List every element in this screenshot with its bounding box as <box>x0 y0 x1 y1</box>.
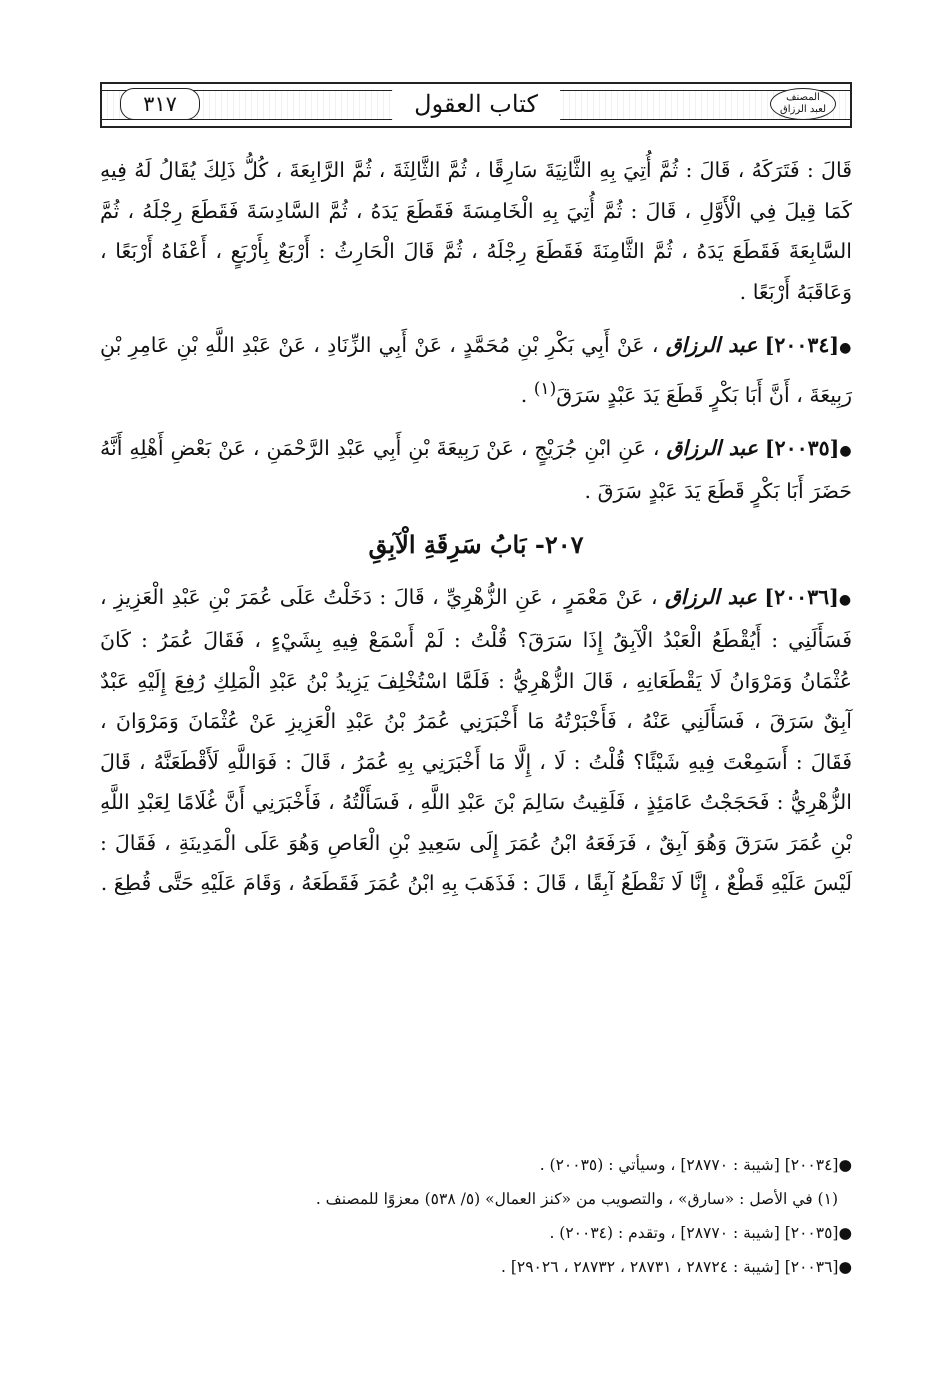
hadith-text: ، عَنْ مَعْمَرٍ ، عَنِ الزُّهْرِيِّ ، قَالَ : دَخَلْتُ عَلَى عُمَرَ بْنِ عَبْدِ الْعَزِيزِ ، فَسَأَلَنِي : أَيُقْطَعُ الْعَبْدُ الْآبِقُ إِذَا سَرَقَ؟ قُلْتُ : لَمْ أَسْمَعْ فِيهِ بِشَيْءٍ ، فَقَالَ عُمَرُ : كَانَ عُثْمَانُ وَمَرْوَانُ لَا يَقْطَعَانِهِ ، قَالَ الزُّهْرِيُّ : فَلَمَّا اسْتُخْلِفَ يَزِيدُ بْنُ عَبْدِ الْمَلِكِ رُفِعَ إِلَيْهِ عَبْدٌ آبِقٌ سَرَقَ ، فَسَأَلَنِي عَنْهُ ، فَأَخْبَرْتُهُ مَا أَخْبَرَنِي عُمَرُ بْنُ عَبْدِ الْعَزِيزِ عَنْ عُثْمَانَ وَمَرْوَانَ ، فَقَالَ : أَسَمِعْتَ فِيهِ شَيْئًا؟ قُلْتُ : لَا ، إِلَّا مَا أَخْبَرَنِي بِهِ عُمَرُ ، قَالَ : فَوَاللَّهِ لَأَقْطَعَنَّهُ ، قَالَ الزُّهْرِيُّ : فَحَجَجْتُ عَامَئِذٍ ، فَلَقِيتُ سَالِمَ بْنَ عَبْدِ اللَّهِ ، فَسَأَلْتُهُ ، فَأَخْبَرَنِي أَنَّ غُلَامًا لِعَبْدِ اللَّهِ بْنِ عُمَرَ سَرَقَ وَهُوَ آبِقٌ ، فَرَفَعَهُ ابْنُ عُمَرَ إِلَى سَعِيدِ بْنِ الْعَاصِ وَهُوَ عَلَى الْمَدِينَةِ ، فَقَالَ : لَيْسَ عَلَيْهِ قَطْعٌ ، إِنَّا لَا نَقْطَعُ آبِقًا ، قَالَ : فَذَهَبَ بِهِ ابْنُ عُمَرَ فَقَطَعَهُ ، وَقَامَ عَلَيْهِ حَتَّى قُطِعَ . <box>100 584 852 896</box>
narrator: عبد الرزاق <box>665 333 758 357</box>
page-header <box>100 82 852 128</box>
narrator: عبد الرزاق <box>666 435 758 460</box>
footnote-marker[interactable]: (١) <box>533 378 557 399</box>
page-number: ٣١٧ <box>120 88 200 120</box>
hadith-number: [٢٠٠٣٤] <box>764 333 840 357</box>
logo-line-2: لعبد الرزاق <box>779 104 827 115</box>
page-body <box>100 150 852 917</box>
hadith-text: ، عَنْ أَبِي بَكْرِ بْنِ مُحَمَّدٍ ، عَنْ أَبِي الزِّنَادِ ، عَنْ عَبْدِ اللَّهِ بْنِ عَامِرِ بْنِ رَبِيعَةَ ، أَنَّ أَبَا بَكْرٍ قَطَعَ يَدَ عَبْدٍ سَرَقَ <box>100 333 852 407</box>
logo-line-1: المصنف <box>786 92 820 103</box>
intro-paragraph: قَالَ : فَتَرَكَهُ ، قَالَ : ثُمَّ أُتِيَ بِهِ الثَّانِيَةَ سَارِقًا ، ثُمَّ الثَّالِثَةَ ، ثُمَّ الرَّابِعَةَ ، كُلُّ ذَلِكَ يُقَالُ لَهُ فِيهِ كَمَا قِيلَ فِي الْأَوَّلِ ، قَالَ : ثُمَّ أُتِيَ بِهِ الْخَامِسَةَ فَقَطَعَ يَدَهُ ، ثُمَّ السَّادِسَةَ فَقَطَعَ رِجْلَهُ ، ثُمَّ السَّابِعَةَ فَقَطَعَ يَدَهُ ، ثُمَّ الثَّامِنَةَ فَقَطَعَ رِجْلَهُ ، ثُمَّ قَالَ الْحَارِثُ : أَرْبَعٌ بِأَرْبَعٍ ، أَعْفَاهُ أَرْبَعًا ، وَعَاقَبَهُ أَرْبَعًا . <box>100 158 852 304</box>
hadith-end: . <box>520 382 534 407</box>
hadith-20035 <box>100 428 852 512</box>
bullet-icon: ● <box>838 591 852 608</box>
book-title: كتاب العقول <box>392 86 560 122</box>
narrator: عبد الرزاق <box>664 584 757 609</box>
footnote-item: ●[٢٠٠٣٥] [شيبة : ٢٨٧٧٠] ، وتقدم : (٢٠٠٣٤) . <box>549 1224 852 1242</box>
footnotes <box>120 1148 852 1284</box>
hadith-text: ، عَنِ ابْنِ جُرَيْجٍ ، عَنْ رَبِيعَةَ بْنِ أَبِي عَبْدِ الرَّحْمَنِ ، عَنْ بَعْضِ أَهْلِهِ أَنَّهُ حَضَرَ أَبَا بَكْرٍ قَطَعَ يَدَ عَبْدٍ سَرَقَ . <box>100 435 852 504</box>
hadith-number: [٢٠٠٣٦] <box>764 584 839 609</box>
footnote-item: ●[٢٠٠٣٤] [شيبة : ٢٨٧٧٠] ، وسيأتي : (٢٠٠٣٥) . <box>539 1156 852 1174</box>
bullet-icon: ● <box>839 340 852 356</box>
publisher-logo <box>770 88 836 120</box>
bullet-icon: ● <box>839 442 852 459</box>
hadith-20036 <box>100 577 852 904</box>
hadith-number: [٢٠٠٣٥] <box>764 435 840 460</box>
section-heading: ٢٠٧- بَابُ سَرِقَةِ الْآبِقِ <box>368 529 584 559</box>
footnote-item: ●[٢٠٠٣٦] [شيبة : ٢٨٧٢٤ ، ٢٨٧٣١ ، ٢٨٧٣٢ ، ٢٩٠٢٦] . <box>500 1258 852 1276</box>
footnote-item: (١) في الأصل : «سارق» ، والتصويب من «كنز العمال» (٥/ ٥٣٨) معزوًا للمصنف . <box>315 1190 838 1208</box>
hadith-20034 <box>100 325 852 415</box>
